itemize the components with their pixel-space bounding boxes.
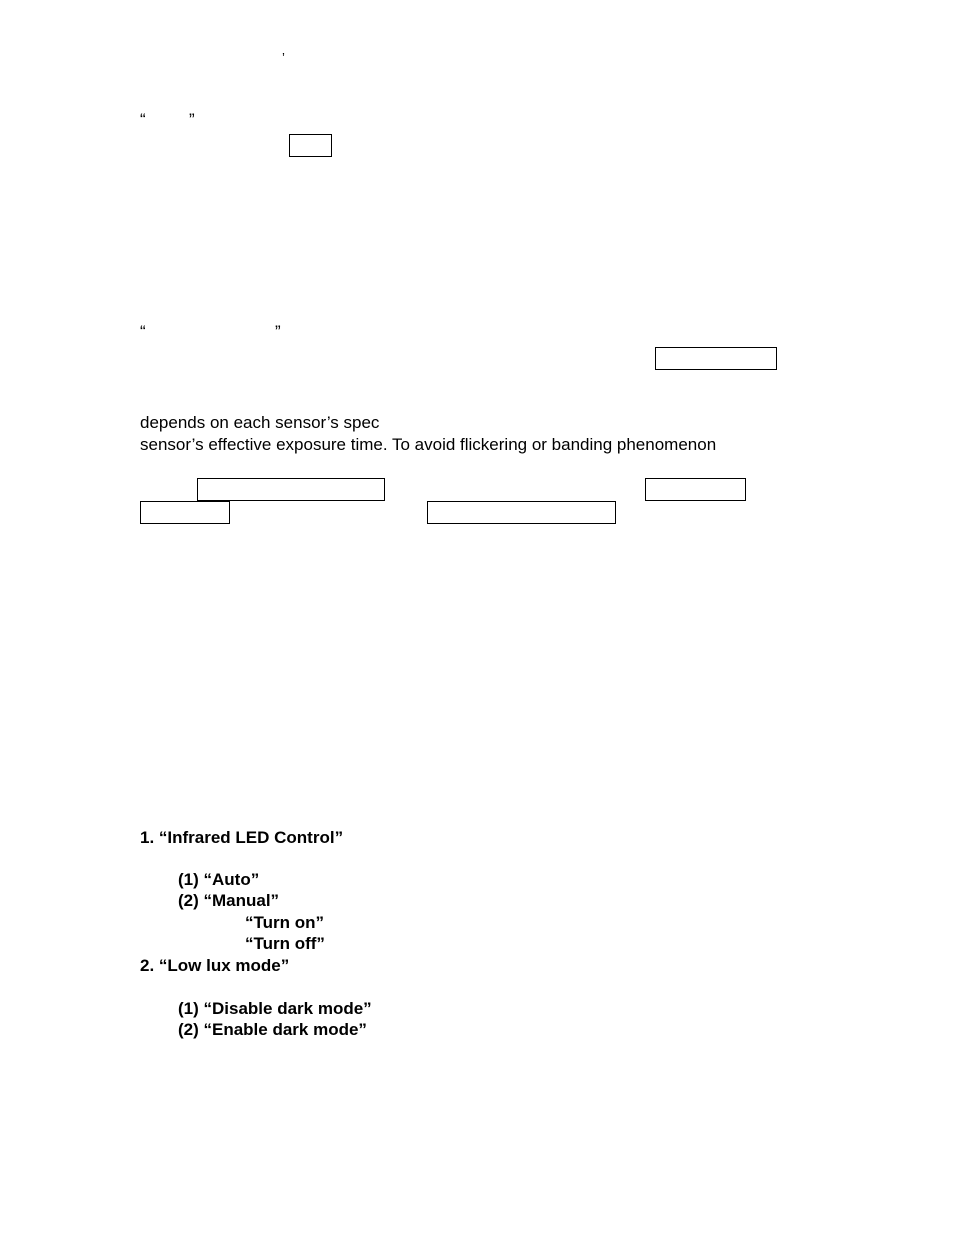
blank-field-3	[197, 478, 385, 501]
close-quote-1: ”	[189, 110, 195, 129]
blank-field-2	[655, 347, 777, 370]
body-line-1: depends on each sensor’s spec	[140, 413, 380, 432]
open-quote-1: “	[140, 110, 146, 129]
stray-comma: ’	[282, 50, 285, 65]
close-quote-2: ”	[275, 322, 281, 341]
section-1-sub-turn-off: “Turn off”	[245, 934, 325, 953]
section-1-option-auto: (1) “Auto”	[178, 870, 260, 889]
section-1-heading: 1. “Infrared LED Control”	[140, 828, 344, 847]
body-line-2: sensor’s effective exposure time. To avoid flickering or banding phenomenon	[140, 435, 717, 454]
section-1-sub-turn-on: “Turn on”	[245, 913, 324, 932]
blank-field-6	[427, 501, 616, 524]
section-2-option-disable: (1) “Disable dark mode”	[178, 999, 372, 1018]
blank-field-1	[289, 134, 332, 157]
blank-field-5	[140, 501, 230, 524]
blank-field-4	[645, 478, 746, 501]
section-1-option-manual: (2) “Manual”	[178, 891, 280, 910]
section-2-option-enable: (2) “Enable dark mode”	[178, 1020, 367, 1039]
section-2-heading: 2. “Low lux mode”	[140, 956, 290, 975]
open-quote-2: “	[140, 322, 146, 341]
